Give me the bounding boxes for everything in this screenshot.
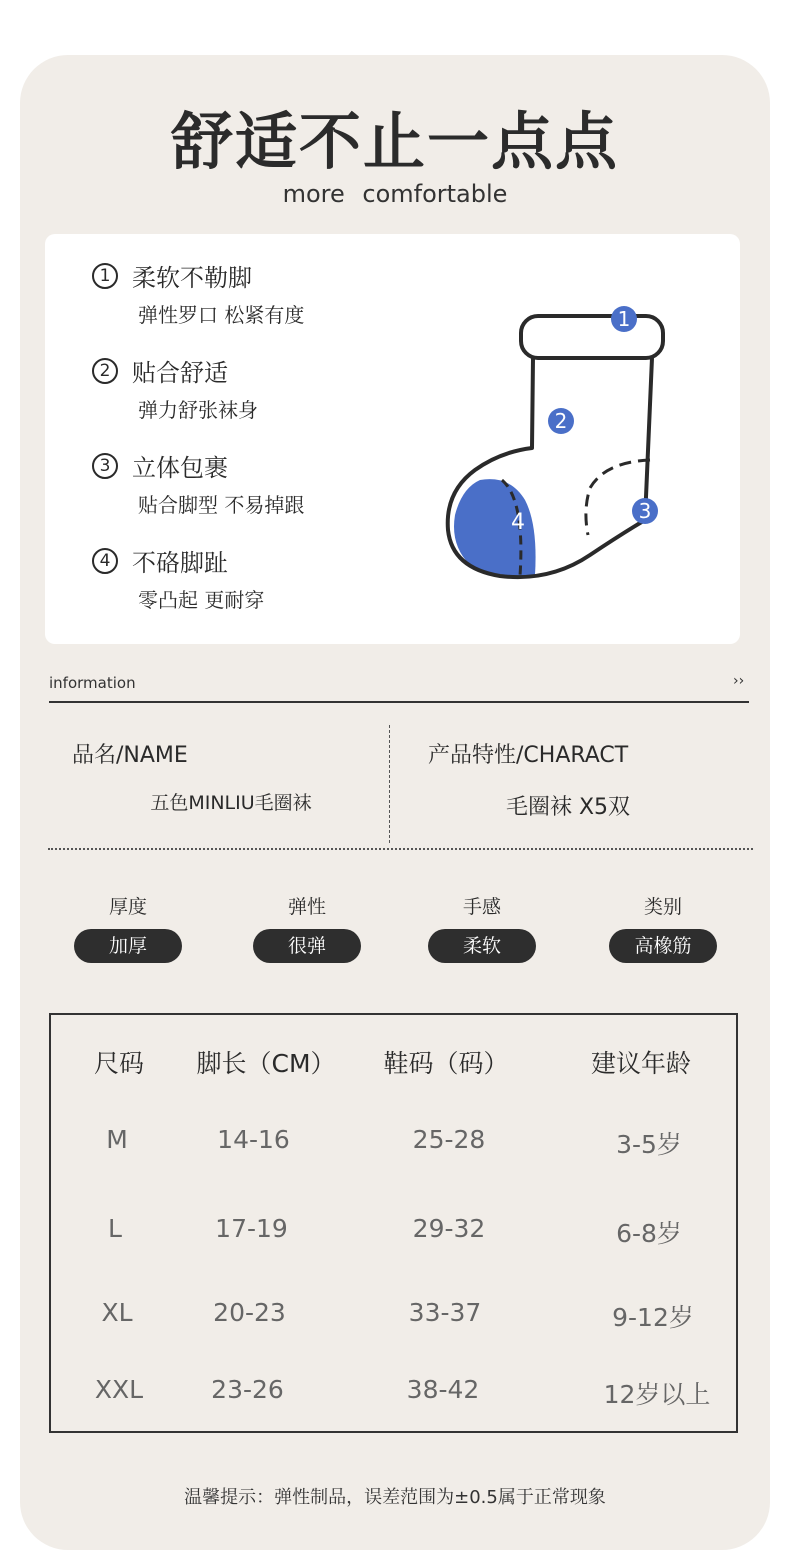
double-chevron-icon: ›› (733, 673, 745, 689)
attribute-badge: 高橡筋 (609, 929, 717, 963)
table-cell: 20-23 (213, 1298, 286, 1327)
table-cell: XXL (94, 1375, 144, 1404)
feature-desc: 贴合脚型 不易掉跟 (138, 493, 305, 517)
attribute-label: 弹性 (287, 896, 326, 918)
info-divider (49, 701, 749, 703)
attribute-feel (427, 892, 537, 963)
info-label: information (49, 674, 136, 692)
vertical-divider (389, 725, 390, 843)
page-title: 舒适不止一点点 (170, 105, 619, 178)
table-cell: 23-26 (211, 1375, 284, 1404)
table-cell: 9-12岁 (612, 1303, 694, 1332)
table-cell: 14-16 (217, 1125, 290, 1154)
circled-number-2: 2 (92, 358, 118, 384)
table-cell: 12岁以上 (603, 1380, 711, 1409)
table-cell: 17-19 (215, 1214, 288, 1243)
page-subtitle: more comfortable (282, 180, 508, 208)
table-cell: 25-28 (412, 1125, 486, 1154)
size-table (49, 1013, 738, 1433)
sock-cuff (521, 316, 663, 358)
attribute-thickness (73, 892, 183, 963)
table-cell: 6-8岁 (616, 1219, 682, 1248)
feature-desc: 零凸起 更耐穿 (138, 588, 265, 612)
marker-2-label: 2 (554, 409, 568, 433)
table-header-shoe-size: 鞋码（码） (383, 1049, 509, 1078)
table-header-age: 建议年龄 (590, 1049, 691, 1078)
feature-item-4 (92, 543, 264, 613)
table-cell: 38-42 (406, 1375, 480, 1404)
sock-illustration (440, 300, 680, 590)
feature-title: 贴合舒适 (132, 359, 228, 387)
table-cell: 3-5岁 (616, 1130, 682, 1159)
circled-number-4: 4 (92, 548, 118, 574)
name-value: 五色MINLIU毛圈袜 (150, 792, 312, 814)
dotted-divider (48, 848, 753, 850)
marker-4-label: 4 (511, 510, 525, 535)
feature-desc: 弹性罗口 松紧有度 (138, 303, 305, 327)
feature-item-2 (92, 353, 258, 423)
feature-desc: 弹力舒张袜身 (138, 398, 258, 422)
table-cell: L (108, 1214, 122, 1243)
characteristic-value: 毛圈袜 X5双 (505, 795, 631, 820)
attribute-label: 类别 (643, 896, 682, 918)
attribute-badge: 加厚 (74, 929, 182, 963)
table-cell: M (106, 1125, 128, 1154)
feature-title: 柔软不勒脚 (132, 264, 252, 292)
marker-1-label: 1 (617, 307, 631, 331)
table-header-size: 尺码 (93, 1049, 144, 1078)
marker-3-label: 3 (638, 499, 652, 523)
table-header-foot-length: 脚长（CM） (196, 1049, 336, 1078)
feature-item-3 (92, 448, 304, 518)
attribute-elasticity (252, 892, 362, 963)
attribute-badge: 很弹 (253, 929, 361, 963)
attribute-label: 手感 (462, 896, 501, 918)
attribute-badge: 柔软 (428, 929, 536, 963)
attribute-category (608, 892, 718, 963)
table-cell: XL (101, 1298, 133, 1327)
table-cell: 29-32 (412, 1214, 486, 1243)
table-cell: 33-37 (408, 1298, 482, 1327)
feature-item-1 (92, 258, 304, 328)
feature-title: 立体包裹 (132, 454, 228, 482)
feature-title: 不硌脚趾 (132, 549, 228, 577)
name-label: 品名/NAME (72, 743, 188, 768)
circled-number-3: 3 (92, 453, 118, 479)
circled-number-1: 1 (92, 263, 118, 289)
attribute-label: 厚度 (108, 896, 147, 918)
characteristic-label: 产品特性/CHARACT (428, 743, 629, 768)
tip-note: 温馨提示：弹性制品，误差范围为±0.5属于正常现象 (184, 1487, 606, 1508)
